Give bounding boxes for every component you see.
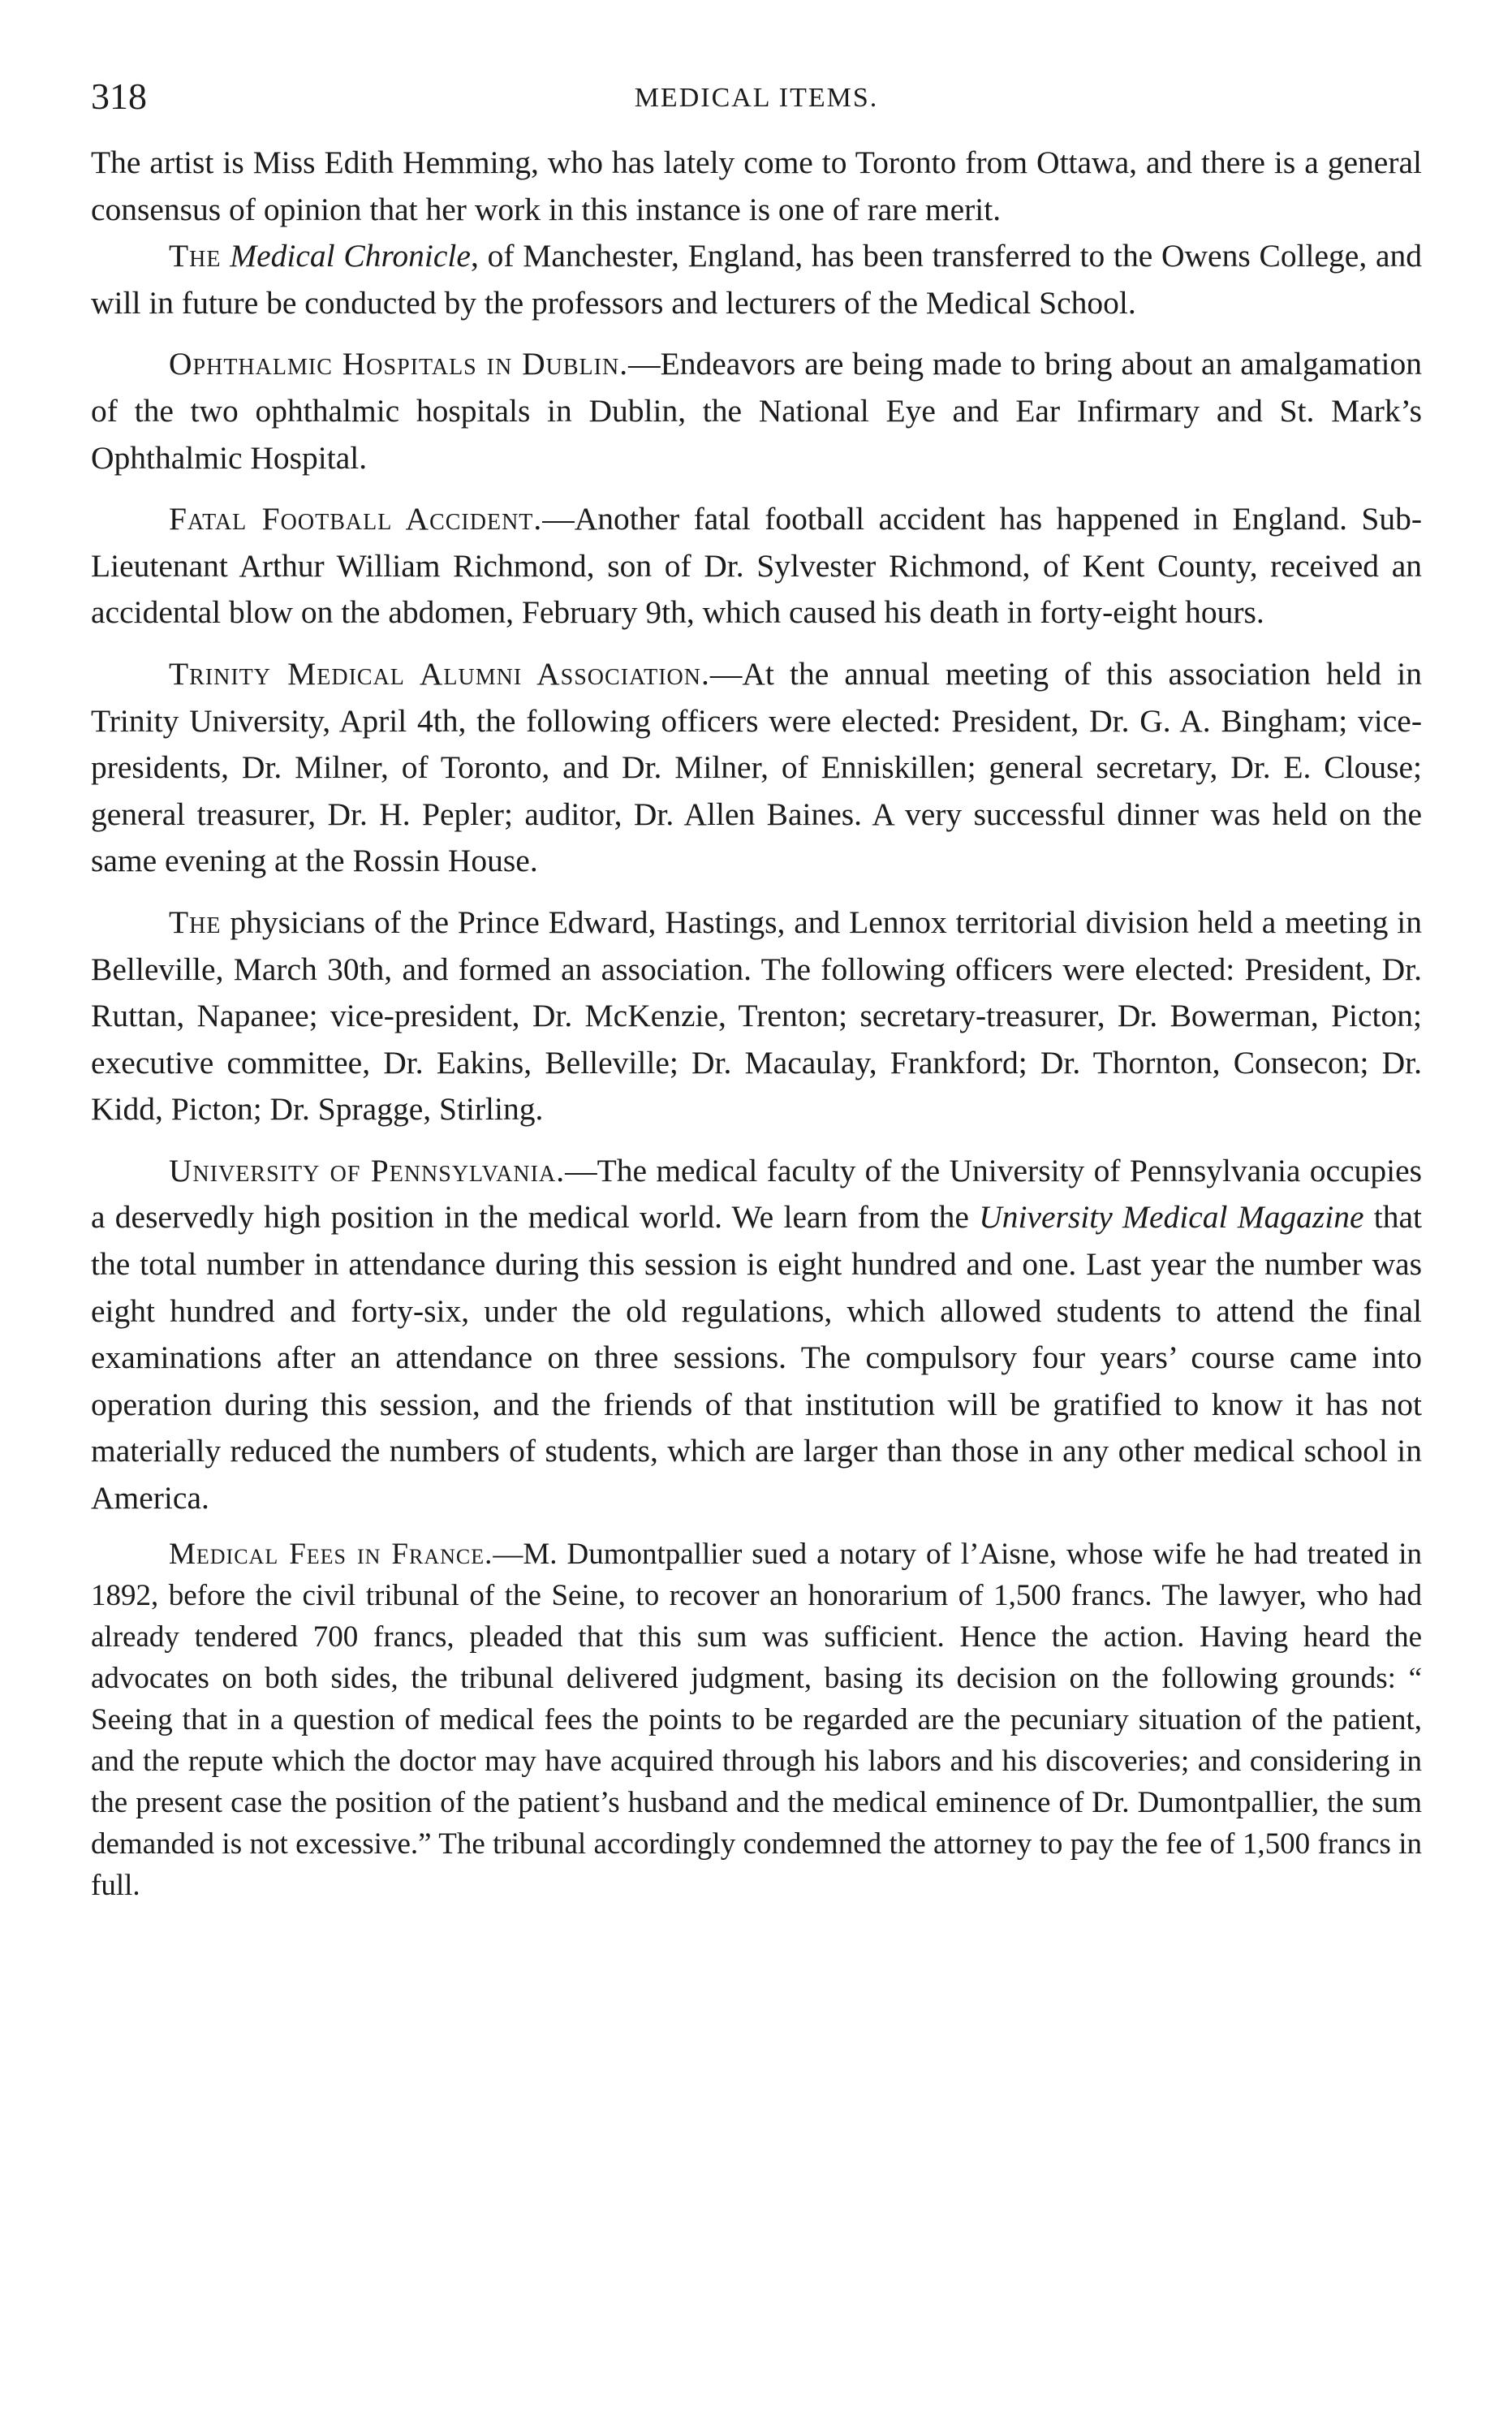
page-header <box>91 75 1422 140</box>
paragraph-body: —M. Dumontpallier sued a notary of l’Aisne, whose wife he had treated in 1892, before the civil tribunal of the Seine, to recover an honorarium of 1,500 francs. The lawyer, who had already tendered 700 francs, pleaded that this sum was sufficient. Hence the action. Having heard the advocates on both sides, the tribunal delivered judgment, basing its decision on the following grounds: “ Seeing that in a question of medical fees the points to be regarded are the pecuniary situation of the patient, and the repute which the doctor may have acquired through his labors and his discoveries; and considering in the present case the position of the patient’s husband and the medical eminence of Dr. Dumontpallier, the sum demanded is not excessive.” The tribunal accordingly condemned the attorney to pay the fee of 1,500 francs in full. <box>91 1537 1422 1902</box>
paragraph-trinity-alumni <box>91 651 1422 885</box>
paragraph-body: that the total number in attendance during this session is eight hundred and one. Last year the number was eight hundred and forty-six, under the old regulations, which allowed students to attend the final examinations after an attendance on three sessions. The compulsory four years’ course came into operation during this session, and the friends of that institution will be gratified to know it has not materially reduced the numbers of students, which are larger than those in any other medical school in America. <box>91 1199 1422 1516</box>
paragraph-text: The artist is Miss Edith Hemming, who has lately come to Toronto from Ottawa, and there is a general consensus of opinion that her work in this instance is one of rare merit. <box>91 145 1422 227</box>
paragraph-football-accident <box>91 496 1422 636</box>
document-page <box>91 75 1422 1906</box>
running-head: MEDICAL ITEMS. <box>634 83 879 113</box>
paragraph-medical-chronicle <box>91 233 1422 326</box>
section-heading: Fatal Football Accident. <box>169 501 543 537</box>
section-heading: Ophthalmic Hospitals in Dublin. <box>169 346 629 382</box>
paragraph-ophthalmic-hospitals <box>91 341 1422 481</box>
paragraph-pre: —The medical faculty of the University of Pennsylvania occupies a deservedly high position in the medical world. We learn from the <box>91 1152 1422 1236</box>
paragraph-body: —At the annual meeting of this association held in Trinity University, April 4th, the following officers were elected: President, Dr. G. A. Bingham; vice-presidents, Dr. Milner, of Toronto, and Dr. Milner, of Enniskillen; general secretary, Dr. E. Clouse; general treasurer, Dr. H. Pepler; auditor, Dr. Allen Baines. A very successful dinner was held on the same evening at the Rossin House. <box>91 655 1422 879</box>
paragraph-body: physicians of the Prince Edward, Hastings, and Lennox territorial division held a meeting in Belleville, March 30th, and formed an association. The following officers were elected: President, Dr. Ruttan, Napanee; vice-president, Dr. McKenzie, Trenton; secretary-treasurer, Dr. Bowerman, Picton; executive committee, Dr. Eakins, Belleville; Dr. Macaulay, Frankford; Dr. Thornton, Consecon; Dr. Kidd, Picton; Dr. Spragge, Stirling. <box>91 904 1422 1128</box>
italic-title: Medical Chronicle <box>230 238 471 274</box>
section-heading: Trinity Medical Alumni Association. <box>169 655 710 692</box>
section-heading: University of Pennsylvania. <box>169 1152 566 1188</box>
lead-small-caps: The <box>169 238 222 274</box>
paragraph-medical-fees-france <box>91 1534 1422 1906</box>
paragraph-pre <box>221 238 230 274</box>
paragraph-territorial-division <box>91 899 1422 1133</box>
paragraph-body: —Another fatal football accident has happened in England. Sub-Lieutenant Arthur William Richmond, son of Dr. Sylvester Richmond, of Kent County, received an accidental blow on the abdomen, February 9th, which caused his death in forty-eight hours. <box>91 501 1422 631</box>
paragraph-university-pennsylvania <box>91 1148 1422 1522</box>
paragraph-artist <box>91 140 1422 233</box>
page-number: 318 <box>91 75 147 117</box>
lead-small-caps: The <box>169 904 222 940</box>
paragraph-body: —Endeavors are being made to bring about an amalgamation of the two ophthalmic hospitals in Dublin, the National Eye and Ear Infirmary and St. Mark’s Ophthalmic Hospital. <box>91 346 1423 476</box>
section-heading: Medical Fees in France. <box>169 1537 493 1571</box>
paragraph-body: , of Manchester, England, has been transferred to the Owens College, and will in future be conducted by the professors and lecturers of the Medical School. <box>91 238 1423 321</box>
italic-title: University Medical Magazine <box>979 1199 1364 1236</box>
